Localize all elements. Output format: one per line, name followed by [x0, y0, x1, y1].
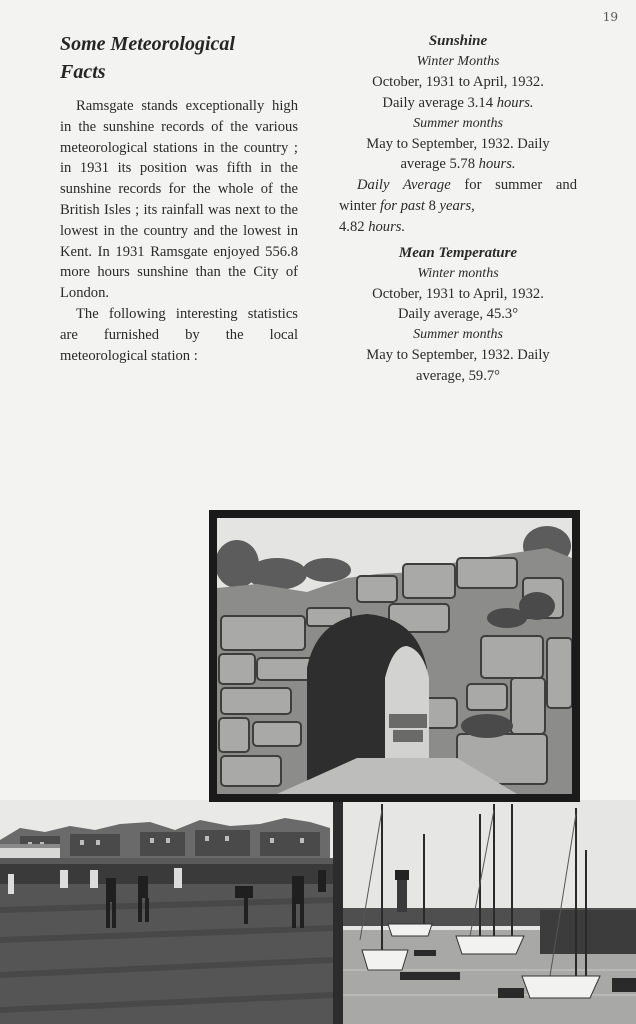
right-column	[339, 30, 577, 387]
left-column	[60, 30, 298, 366]
sunshine-heading: Sunshine	[428, 33, 488, 49]
temperature-winter-heading: Winter months	[417, 265, 499, 281]
temperature-summer-heading: Summer months	[413, 327, 503, 343]
sunshine-winter-period: October, 1931 to April, 1932.	[372, 74, 544, 90]
sunshine-winter-heading: Winter Months	[416, 54, 500, 69]
putting-green-harbour-photo	[0, 800, 636, 1024]
temperature-winter-average: Daily average, 45.3°	[397, 306, 519, 323]
grotto-photo	[217, 518, 572, 794]
sunshine-combined-average	[339, 175, 577, 237]
sunshine-summer-average	[339, 154, 577, 175]
page-number: 19	[602, 10, 618, 24]
temperature-summer-period: May to September, 1932. Daily	[366, 347, 550, 364]
combined-average-value: 4.82	[339, 218, 365, 235]
statistics-intro-paragraph: The following interesting statistics are furnished by the local meteorological station :	[60, 305, 298, 364]
sunshine-summer-period: May to September, 1932. Daily	[366, 135, 550, 152]
intro-paragraph: Ramsgate stands exceptionally high in the sunshine records of the various meteorological stations in the country ; in 1931 its position was fifth in the sunshine records for the whole of the British Isles ; its rainfall was next to the lowest in the country and the lowest in Kent. In 1931 Ramsgate enjoyed 556.8 more hours sunshine than the City of London.	[60, 98, 298, 302]
sunshine-winter-average-unit: hours.	[496, 94, 534, 111]
combined-average-text: for summer and winter	[339, 177, 577, 214]
combined-average-unit: hours.	[368, 218, 406, 235]
title-line-1: Some Meteorological	[60, 33, 235, 55]
combined-average-label: Daily Average	[357, 177, 451, 194]
combined-average-years: years,	[439, 197, 475, 214]
photo-divider	[333, 802, 343, 1024]
sunshine-summer-heading: Summer months	[413, 115, 503, 131]
combined-average-past: for past	[379, 197, 425, 214]
title-line-2: Facts	[60, 61, 106, 83]
article-title	[60, 30, 298, 86]
temperature-winter-period: October, 1931 to April, 1932.	[372, 285, 544, 302]
grotto-photo-frame	[209, 510, 580, 802]
sunshine-winter-average-value: Daily average 3.14	[382, 94, 494, 111]
temperature-summer-average: average, 59.7°	[415, 367, 501, 384]
sunshine-winter-average	[339, 93, 577, 114]
sunshine-summer-average-unit: hours.	[478, 156, 516, 173]
sunshine-summer-average-value: average 5.78	[400, 156, 475, 173]
combined-average-years-count: 8	[424, 197, 440, 214]
temperature-heading: Mean Temperature	[398, 244, 518, 261]
